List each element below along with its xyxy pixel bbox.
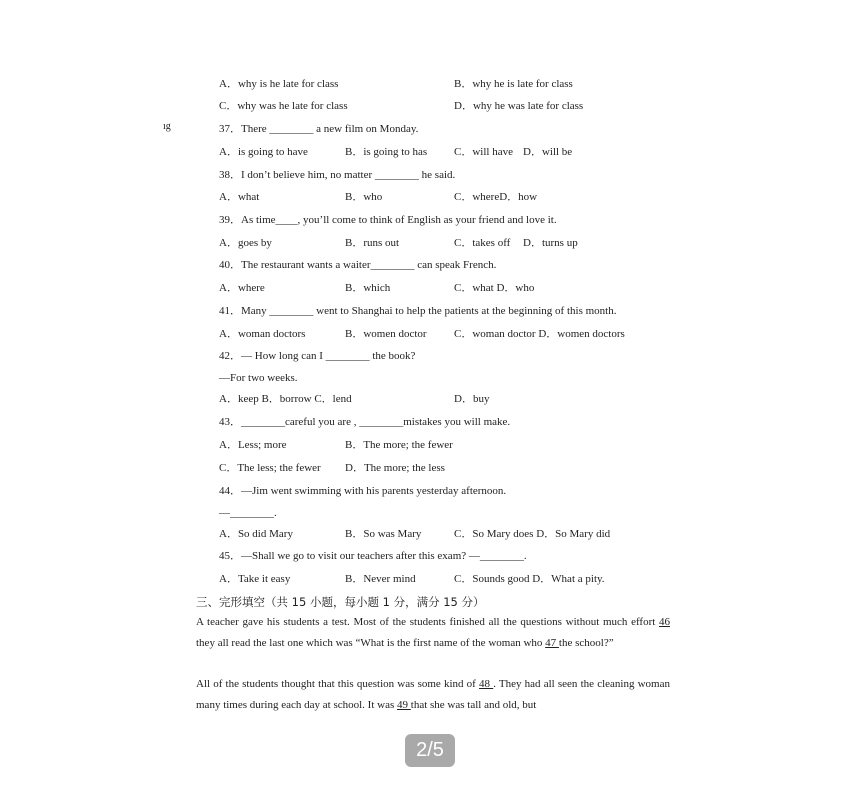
question-line-q43b-1: D．The more; the less [345, 462, 445, 474]
question-line-q38o-0: A．what [219, 191, 260, 203]
question-line-q37-0: 37．There ________ a new film on Monday. [219, 123, 419, 135]
question-line-q45-0: 45．—Shall we go to visit our teachers after this exam? —________. [219, 550, 527, 562]
blank-48: 48 [479, 678, 494, 690]
question-line-q41-0: 41．Many ________ went to Shanghai to help the patients at the beginning of this month. [219, 305, 617, 317]
question-line-q41o-1: B．women doctor [345, 328, 427, 340]
question-line-q44b-0: —________. [219, 507, 277, 519]
question-line-q37o-0: A．is going to have [219, 146, 308, 158]
question-line-q44o-0: A．So did Mary [219, 528, 293, 540]
blank-49: 49 [397, 698, 411, 711]
page-indicator[interactable]: 2/5 [405, 734, 455, 767]
question-line-q37o-1: B．is going to has [345, 146, 428, 158]
question-line-q40-0: 40．The restaurant wants a waiter________ can speak French. [219, 259, 497, 271]
question-line-q43a-1: B．The more; the fewer [345, 439, 453, 451]
margin-mark: ıg [163, 121, 171, 132]
question-line-q39o-2: C．takes off [454, 237, 511, 249]
question-line-q38o-2: C．whereD．how [454, 191, 538, 203]
question-line-q40o-1: B．which [345, 282, 391, 294]
blank-46: 46 [659, 616, 670, 628]
question-line-q45o-0: A．Take it easy [219, 573, 291, 585]
section-title: 三、完形填空（共 15 小题，每小题 1 分，满分 15 分） [196, 595, 485, 609]
question-line-q45o-2: C．Sounds good D．What a pity. [454, 573, 605, 585]
question-line-q45o-1: B．Never mind [345, 573, 416, 585]
question-line-q43b-0: C．The less; the fewer [219, 462, 321, 474]
question-line-q36b-1: D．why he was late for class [454, 100, 584, 112]
question-line-q37o-3: D．will be [523, 146, 573, 158]
question-line-q42-0: 42．— How long can I ________ the book? [219, 350, 416, 362]
question-line-q42o-0: A．keep B．borrow C．lend [219, 393, 352, 405]
paragraph-text: . They had all seen the cleaning woman many times during each day at school. It was [196, 678, 670, 711]
paragraph-2 [196, 674, 670, 715]
question-line-q36a-1: B．why he is late for class [454, 78, 573, 90]
question-line-q39-0: 39．As time____, you’ll come to think of English as your friend and love it. [219, 214, 557, 226]
question-line-q43a-0: A．Less; more [219, 439, 287, 451]
question-line-q38-0: 38．I don’t believe him, no matter ________ he said. [219, 169, 456, 181]
paragraph-1 [196, 612, 670, 653]
paragraph-text: A teacher gave his students a test. Most of the students finished all the questions without much effort [196, 616, 659, 628]
question-line-q44o-2: C．So Mary does D．So Mary did [454, 528, 611, 540]
question-line-q42o-1: D．buy [454, 393, 490, 405]
paragraph-text: All of the students thought that this question was some kind of [196, 678, 480, 690]
question-line-q44o-1: B．So was Mary [345, 528, 422, 540]
question-line-q36a-0: A．why is he late for class [219, 78, 339, 90]
question-line-q39o-3: D．turns up [523, 237, 578, 249]
question-line-q43-0: 43．________careful you are , ________mistakes you will make. [219, 416, 511, 428]
question-line-q42b-0: —For two weeks. [219, 372, 298, 384]
question-line-q39o-1: B．runs out [345, 237, 400, 249]
question-line-q41o-0: A．woman doctors [219, 328, 306, 340]
question-line-q38o-1: B．who [345, 191, 383, 203]
question-line-q39o-0: A．goes by [219, 237, 272, 249]
paragraph-text: that she was tall and old, but [410, 698, 537, 711]
question-line-q40o-0: A．where [219, 282, 265, 294]
question-line-q37o-2: C．will have [454, 146, 513, 158]
blank-47: 47 [545, 636, 559, 649]
question-line-q36b-0: C．why was he late for class [219, 100, 348, 112]
paragraph-text: the school?” [558, 636, 614, 649]
question-line-q44-0: 44．—Jim went swimming with his parents yesterday afternoon. [219, 485, 507, 497]
question-line-q41o-2: C．woman doctor D．women doctors [454, 328, 625, 340]
paragraph-text: they all read the last one which was “What is the first name of the woman who [196, 636, 546, 649]
question-line-q40o-2: C．what D．who [454, 282, 535, 294]
